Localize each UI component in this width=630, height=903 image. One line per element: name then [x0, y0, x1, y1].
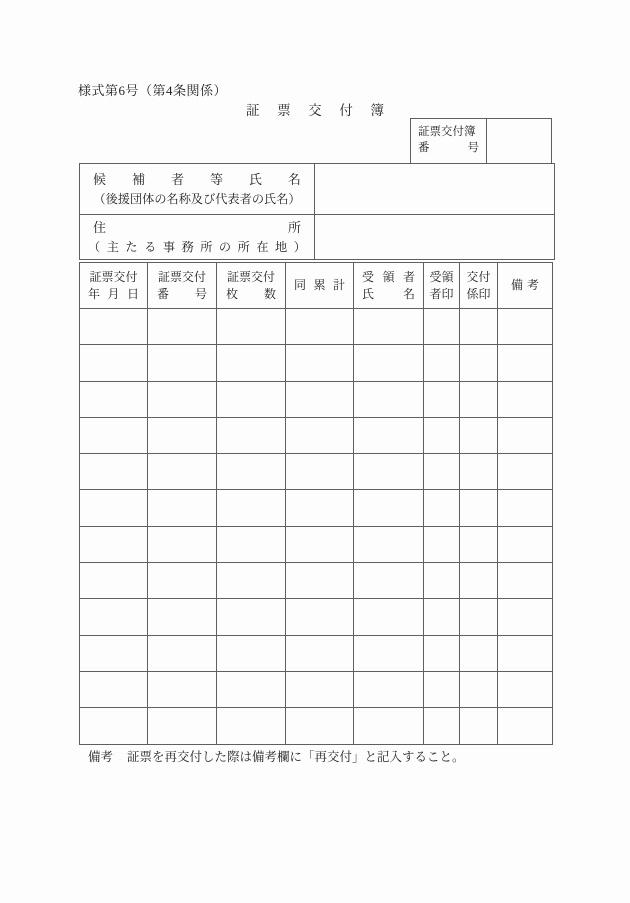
- ledger-empty-cell: [424, 671, 460, 707]
- ledger-empty-cell: [80, 345, 148, 381]
- candidate-name-label: [80, 164, 315, 215]
- ledger-empty-cell: [424, 635, 460, 671]
- ledger-empty-cell: [460, 490, 498, 526]
- ledger-empty-cell: [217, 345, 286, 381]
- ledger-empty-row: [80, 635, 553, 671]
- ledger-empty-cell: [217, 526, 286, 562]
- col-header-issue-date: 証票交付 年 月 日: [80, 263, 148, 309]
- ledger-empty-cell: [498, 345, 553, 381]
- ledger-empty-cell: [217, 309, 286, 345]
- ledger-empty-cell: [424, 381, 460, 417]
- candidate-name-label-line2: （後援団体の名称及び代表者の氏名）: [93, 192, 301, 206]
- ledger-empty-cell: [460, 635, 498, 671]
- ledger-empty-cell: [424, 563, 460, 599]
- ledger-empty-row: [80, 454, 553, 490]
- ledger-empty-cell: [148, 345, 217, 381]
- footnote-label: 備考: [88, 750, 114, 764]
- ledger-empty-cell: [498, 635, 553, 671]
- ledger-empty-cell: [354, 526, 424, 562]
- ledger-empty-cell: [148, 309, 217, 345]
- address-label-line1: 住 所: [93, 220, 301, 235]
- ledger-empty-row: [80, 490, 553, 526]
- ledger-empty-cell: [424, 490, 460, 526]
- ledger-empty-cell: [286, 599, 354, 635]
- ledger-empty-cell: [148, 708, 217, 744]
- ledger-empty-cell: [217, 635, 286, 671]
- ledger-empty-cell: [354, 635, 424, 671]
- ledger-empty-row: [80, 563, 553, 599]
- title-row: [0, 99, 630, 119]
- ledger-empty-row: [80, 345, 553, 381]
- ledger-empty-cell: [148, 454, 217, 490]
- col-header-issue-number: 証票交付 番 号: [148, 263, 217, 309]
- ledger-empty-cell: [424, 309, 460, 345]
- ledger-body: [80, 309, 553, 745]
- ledger-empty-cell: [217, 599, 286, 635]
- ledger-empty-row: [80, 309, 553, 345]
- ledger-empty-cell: [217, 381, 286, 417]
- form-number: 様式第6号（第4条関係）: [78, 83, 228, 98]
- ledger-empty-cell: [424, 526, 460, 562]
- ledger-empty-cell: [286, 454, 354, 490]
- candidate-info-table: [79, 163, 555, 260]
- ledger-empty-cell: [217, 708, 286, 744]
- ledger-empty-cell: [148, 526, 217, 562]
- ledger-empty-cell: [286, 635, 354, 671]
- register-number-value: [487, 119, 551, 163]
- ledger-empty-cell: [80, 381, 148, 417]
- ledger-empty-cell: [217, 563, 286, 599]
- ledger-empty-cell: [498, 417, 553, 453]
- ledger-empty-cell: [80, 417, 148, 453]
- col-header-recipient-seal: 受領 者印: [424, 263, 460, 309]
- col-header-remarks: 備 考: [498, 263, 553, 309]
- ledger-empty-cell: [424, 417, 460, 453]
- ledger-empty-cell: [148, 417, 217, 453]
- ledger-empty-cell: [80, 635, 148, 671]
- ledger-empty-cell: [460, 454, 498, 490]
- ledger-empty-cell: [80, 490, 148, 526]
- ledger-empty-cell: [354, 309, 424, 345]
- register-number-label: [411, 119, 487, 163]
- ledger-empty-cell: [286, 417, 354, 453]
- ledger-empty-cell: [286, 309, 354, 345]
- ledger-empty-cell: [460, 417, 498, 453]
- register-number-box: [410, 118, 552, 164]
- ledger-empty-cell: [498, 490, 553, 526]
- register-number-label-line1: 証票交付簿: [418, 126, 476, 138]
- ledger-empty-cell: [498, 526, 553, 562]
- ledger-empty-cell: [498, 454, 553, 490]
- ledger-empty-cell: [148, 671, 217, 707]
- col-header-issuing-clerk-seal: 交付 係印: [460, 263, 498, 309]
- ledger-empty-row: [80, 599, 553, 635]
- ledger-empty-cell: [148, 563, 217, 599]
- ledger-empty-cell: [460, 671, 498, 707]
- candidate-name-value: [315, 164, 555, 215]
- col-header-recipient-name: 受 領 者 氏 名: [354, 263, 424, 309]
- ledger-empty-cell: [498, 381, 553, 417]
- ledger-empty-cell: [498, 708, 553, 744]
- ledger-empty-cell: [286, 708, 354, 744]
- ledger-empty-row: [80, 708, 553, 744]
- ledger-empty-cell: [460, 599, 498, 635]
- ledger-empty-cell: [424, 345, 460, 381]
- candidate-name-row: [80, 164, 555, 215]
- ledger-empty-cell: [80, 563, 148, 599]
- ledger-empty-cell: [354, 708, 424, 744]
- ledger-empty-cell: [498, 563, 553, 599]
- ledger-header-row: [80, 263, 553, 309]
- register-number-label-line2: 番 号: [418, 142, 479, 154]
- ledger-empty-cell: [217, 454, 286, 490]
- ledger-empty-cell: [460, 345, 498, 381]
- ledger-empty-cell: [148, 490, 217, 526]
- ledger-empty-cell: [354, 563, 424, 599]
- ledger-empty-cell: [424, 599, 460, 635]
- ledger-empty-cell: [148, 635, 217, 671]
- ledger-empty-row: [80, 381, 553, 417]
- ledger-empty-cell: [217, 671, 286, 707]
- ledger-empty-row: [80, 526, 553, 562]
- ledger-empty-cell: [460, 526, 498, 562]
- ledger-empty-cell: [80, 526, 148, 562]
- ledger-empty-cell: [424, 454, 460, 490]
- ledger-empty-cell: [80, 309, 148, 345]
- ledger-empty-cell: [148, 599, 217, 635]
- ledger-empty-cell: [460, 309, 498, 345]
- footnote: [88, 749, 465, 766]
- ledger-empty-cell: [498, 599, 553, 635]
- ledger-empty-cell: [286, 671, 354, 707]
- ledger-empty-cell: [217, 417, 286, 453]
- ledger-empty-row: [80, 671, 553, 707]
- ledger-empty-cell: [354, 417, 424, 453]
- ledger-empty-cell: [80, 454, 148, 490]
- col-header-issue-count: 証票交付 枚 数: [217, 263, 286, 309]
- address-label-line2: （ 主 た る 事 務 所 の 所 在 地 ）: [88, 240, 306, 254]
- ledger-empty-cell: [80, 671, 148, 707]
- ledger-empty-cell: [498, 671, 553, 707]
- ledger-empty-cell: [354, 490, 424, 526]
- col-header-cumulative-total: 同 累 計: [286, 263, 354, 309]
- ledger-empty-cell: [460, 563, 498, 599]
- address-label: [80, 215, 315, 260]
- ledger-empty-cell: [286, 563, 354, 599]
- ledger-empty-cell: [354, 345, 424, 381]
- footnote-text: 証票を再交付した際は備考欄に「再交付」と記入すること。: [127, 750, 465, 764]
- ledger-empty-cell: [424, 708, 460, 744]
- ledger-empty-cell: [354, 599, 424, 635]
- page-title: 証 票 交 付 簿: [246, 103, 384, 118]
- ledger-empty-cell: [286, 526, 354, 562]
- ledger-empty-cell: [217, 490, 286, 526]
- ledger-empty-cell: [80, 708, 148, 744]
- issuance-ledger-table: [79, 262, 553, 745]
- ledger-empty-cell: [286, 345, 354, 381]
- ledger-empty-cell: [354, 671, 424, 707]
- ledger-empty-cell: [286, 381, 354, 417]
- ledger-empty-cell: [80, 599, 148, 635]
- ledger-empty-cell: [460, 708, 498, 744]
- ledger-empty-row: [80, 417, 553, 453]
- ledger-empty-cell: [286, 490, 354, 526]
- ledger-empty-cell: [498, 309, 553, 345]
- ledger-empty-cell: [354, 381, 424, 417]
- ledger-empty-cell: [354, 454, 424, 490]
- ledger-empty-cell: [460, 381, 498, 417]
- ledger-empty-cell: [148, 381, 217, 417]
- address-row: [80, 215, 555, 260]
- address-value: [315, 215, 555, 260]
- candidate-name-label-line1: 候 補 者 等 氏 名: [93, 172, 301, 187]
